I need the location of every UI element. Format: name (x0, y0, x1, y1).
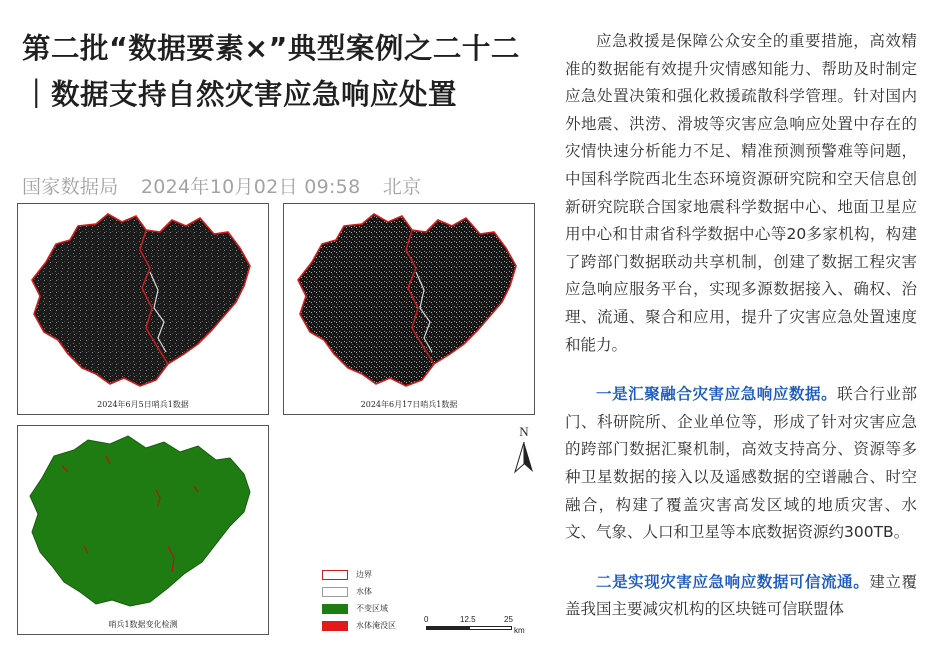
scale-bar (424, 615, 526, 636)
scale-tick-end: 25 (504, 615, 513, 624)
panel-caption-change: 哨兵1数据变化检测 (108, 620, 178, 629)
map-panel-june5 (17, 203, 269, 415)
legend-item-boundary (322, 566, 396, 583)
legend-swatch-unchanged (322, 604, 348, 614)
scale-unit: km (514, 626, 525, 635)
legend-item-unchanged (322, 600, 396, 617)
legend-swatch-flooded (322, 621, 348, 631)
north-arrow (512, 424, 536, 478)
north-arrow-icon (512, 440, 536, 474)
article-location: 北京 (382, 176, 422, 198)
article-datetime: 2024年10月02日 09:58 (140, 176, 361, 198)
change-detection-map (18, 426, 268, 618)
legend-label: 不变区域 (356, 604, 388, 613)
map-panel-june17 (283, 203, 535, 415)
body-paragraph-intro: 应急救援是保障公众安全的重要措施，高效精准的数据能有效提升灾情感知能力、帮助及时制定应急处置决策和强化救援疏散科学管理。针对国内外地震、洪涝、滑坡等灾害应急响应处置中存在的灾情快速分析能力不足、精准预测预警难等问题，中国科学院西北生态环境资源研究院和空天信息创新研究院联合国家地震科学数据中心、地面卫星应用中心和甘肃省科学数据中心等20多家机构，构建了跨部门数据联动共享机制，创建了数据工程灾害应急响应服务平台，实现多源数据接入、确权、治理、流通、聚合和应用，提升了灾害应急处置速度和能力。 (565, 32, 917, 354)
panel-caption-june17: 2024年6月17日哨兵1数据 (360, 400, 458, 409)
section-text-1: 联合行业部门、科研院所、企业单位等，形成了针对灾害应急的跨部门数据汇聚机制，高效支持高分、资源等多种卫星数据的接入以及遥感数据的空谱融合、时空融合，构建了覆盖灾害高发区域的地质灾害、水文、气象、人口和卫星等本底数据资源约300TB。 (565, 385, 917, 542)
section-heading-1: 一是汇聚融合灾害应急响应数据。 (596, 385, 838, 404)
sar-map-june5 (18, 204, 268, 396)
legend-swatch-water (322, 587, 348, 597)
legend-item-water (322, 583, 396, 600)
scale-tick-mid: 12.5 (460, 615, 476, 624)
panel-caption-june5: 2024年6月5日哨兵1数据 (97, 400, 189, 409)
section-heading-2: 二是实现灾害应急响应数据可信流通。 (596, 572, 870, 591)
scale-bar-graphic (426, 626, 512, 630)
legend-label: 水体淹没区 (356, 621, 396, 630)
scale-tick-0: 0 (424, 615, 429, 624)
legend-swatch-boundary (322, 570, 348, 580)
map-legend (322, 566, 396, 634)
map-panel-change-detection (17, 425, 269, 635)
section-text-2: 建立覆盖我国主要减灾机构的区块链可信联盟体 (565, 572, 917, 619)
north-label: N (519, 424, 529, 439)
body-paragraph-2 (565, 569, 917, 624)
legend-label: 边界 (356, 570, 372, 579)
article-meta (22, 172, 542, 199)
article-source[interactable]: 国家数据局 (22, 176, 119, 198)
article-title: 第二批“数据要素×”典型案例之二十二｜数据支持自然灾害应急响应处置 (22, 32, 520, 111)
sar-map-june17 (284, 204, 534, 396)
body-paragraph-1 (565, 381, 917, 547)
legend-label: 水体 (356, 587, 372, 596)
article-body (565, 28, 917, 646)
legend-item-flooded (322, 617, 396, 634)
